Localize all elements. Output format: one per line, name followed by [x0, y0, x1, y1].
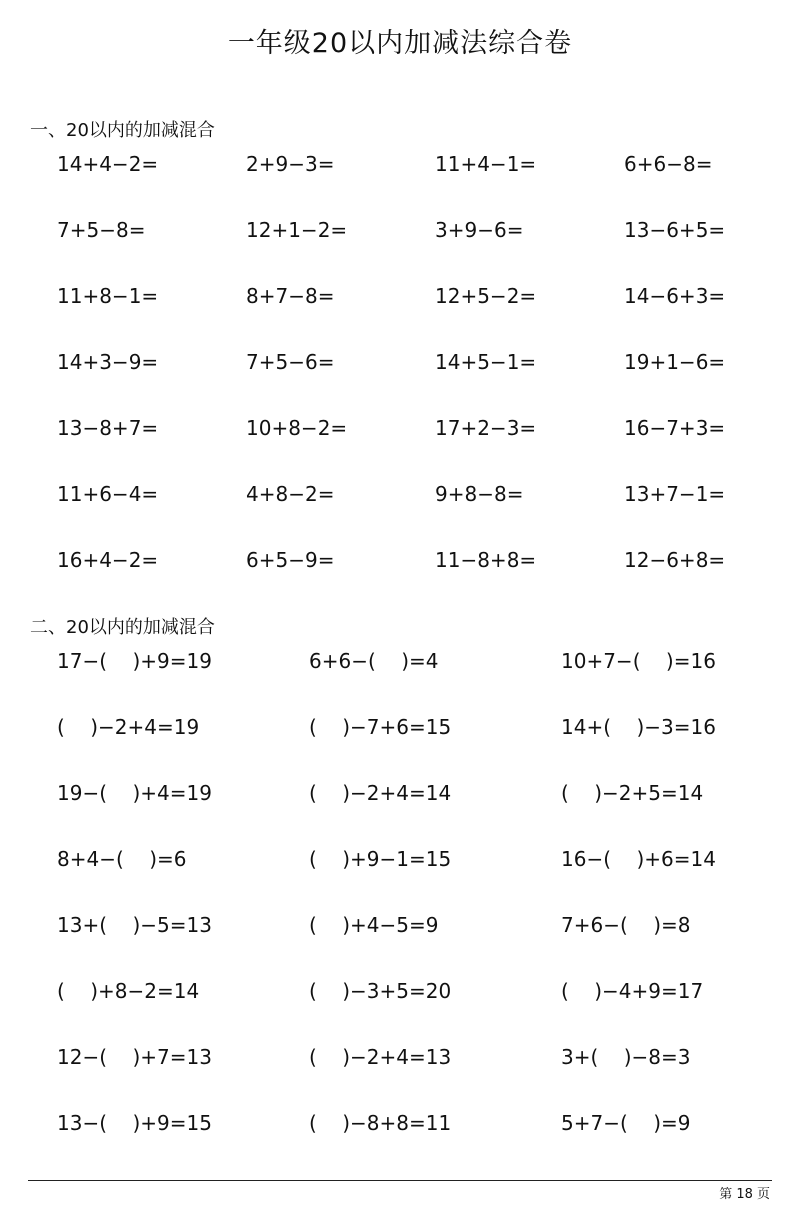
math-problem: ( )−2+5=14 [561, 781, 704, 805]
math-problem: 10+7−( )=16 [561, 649, 716, 673]
math-problem: 13−( )+9=15 [57, 1111, 212, 1135]
math-problem: 8+7−8= [246, 284, 335, 308]
math-problem: 11−8+8= [435, 548, 537, 572]
math-problem: 17+2−3= [435, 416, 537, 440]
math-problem: ( )+8−2=14 [57, 979, 200, 1003]
math-problem: 13−6+5= [624, 218, 726, 242]
math-problem: 5+7−( )=9 [561, 1111, 691, 1135]
math-problem: 7+6−( )=8 [561, 913, 691, 937]
math-problem: 16+4−2= [57, 548, 159, 572]
math-problem: 19−( )+4=19 [57, 781, 212, 805]
math-problem: ( )−2+4=13 [309, 1045, 452, 1069]
math-problem: 14+5−1= [435, 350, 537, 374]
math-problem: ( )−3+5=20 [309, 979, 452, 1003]
page-title: 一年级20以内加减法综合卷 [227, 28, 573, 59]
math-problem: 3+( )−8=3 [561, 1045, 691, 1069]
math-problem: 4+8−2= [246, 482, 335, 506]
math-problem: ( )−2+4=14 [309, 781, 452, 805]
math-problem: 7+5−6= [246, 350, 335, 374]
math-problem: 19+1−6= [624, 350, 726, 374]
math-problem: ( )−4+9=17 [561, 979, 704, 1003]
problem-row [0, 414, 800, 480]
problem-row [0, 1109, 800, 1175]
footer-divider [28, 1180, 772, 1181]
math-problem: 6+5−9= [246, 548, 335, 572]
math-problem: ( )−7+6=15 [309, 715, 452, 739]
problem-row [0, 977, 800, 1043]
math-problem: 3+9−6= [435, 218, 524, 242]
math-problem: 14−6+3= [624, 284, 726, 308]
page-number: 第 18 页 [719, 1187, 770, 1202]
math-problem: 14+3−9= [57, 350, 159, 374]
problem-row [0, 845, 800, 911]
math-problem: 2+9−3= [246, 152, 335, 176]
problem-row [0, 911, 800, 977]
math-problem: 13−8+7= [57, 416, 159, 440]
math-problem: 16−( )+6=14 [561, 847, 716, 871]
math-problem: 16−7+3= [624, 416, 726, 440]
math-problem: 6+6−8= [624, 152, 713, 176]
problem-row [0, 216, 800, 282]
math-problem: 12−( )+7=13 [57, 1045, 212, 1069]
math-problem: ( )+4−5=9 [309, 913, 439, 937]
math-problem: 9+8−8= [435, 482, 524, 506]
math-problem: 6+6−( )=4 [309, 649, 439, 673]
problem-row [0, 348, 800, 414]
problem-row [0, 1043, 800, 1109]
math-problem: 11+4−1= [435, 152, 537, 176]
problem-row [0, 480, 800, 546]
math-problem: ( )−8+8=11 [309, 1111, 452, 1135]
math-problem: 7+5−8= [57, 218, 146, 242]
section-1-problems [0, 150, 800, 612]
section-2-heading: 二、20以内的加减混合 [30, 617, 215, 638]
problem-row [0, 647, 800, 713]
math-problem: 12+5−2= [435, 284, 537, 308]
math-problem: 13+( )−5=13 [57, 913, 212, 937]
problem-row [0, 779, 800, 845]
problem-row [0, 150, 800, 216]
problem-row [0, 546, 800, 612]
math-problem: 10+8−2= [246, 416, 348, 440]
section-2-problems [0, 647, 800, 1175]
problem-row [0, 282, 800, 348]
math-problem: ( )+9−1=15 [309, 847, 452, 871]
math-problem: 12+1−2= [246, 218, 348, 242]
math-problem: 12−6+8= [624, 548, 726, 572]
section-1-heading: 一、20以内的加减混合 [30, 120, 215, 141]
math-problem: 13+7−1= [624, 482, 726, 506]
math-problem: ( )−2+4=19 [57, 715, 200, 739]
math-problem: 14+4−2= [57, 152, 159, 176]
math-problem: 14+( )−3=16 [561, 715, 716, 739]
problem-row [0, 713, 800, 779]
math-problem: 11+8−1= [57, 284, 159, 308]
math-problem: 8+4−( )=6 [57, 847, 187, 871]
math-problem: 11+6−4= [57, 482, 159, 506]
math-problem: 17−( )+9=19 [57, 649, 212, 673]
